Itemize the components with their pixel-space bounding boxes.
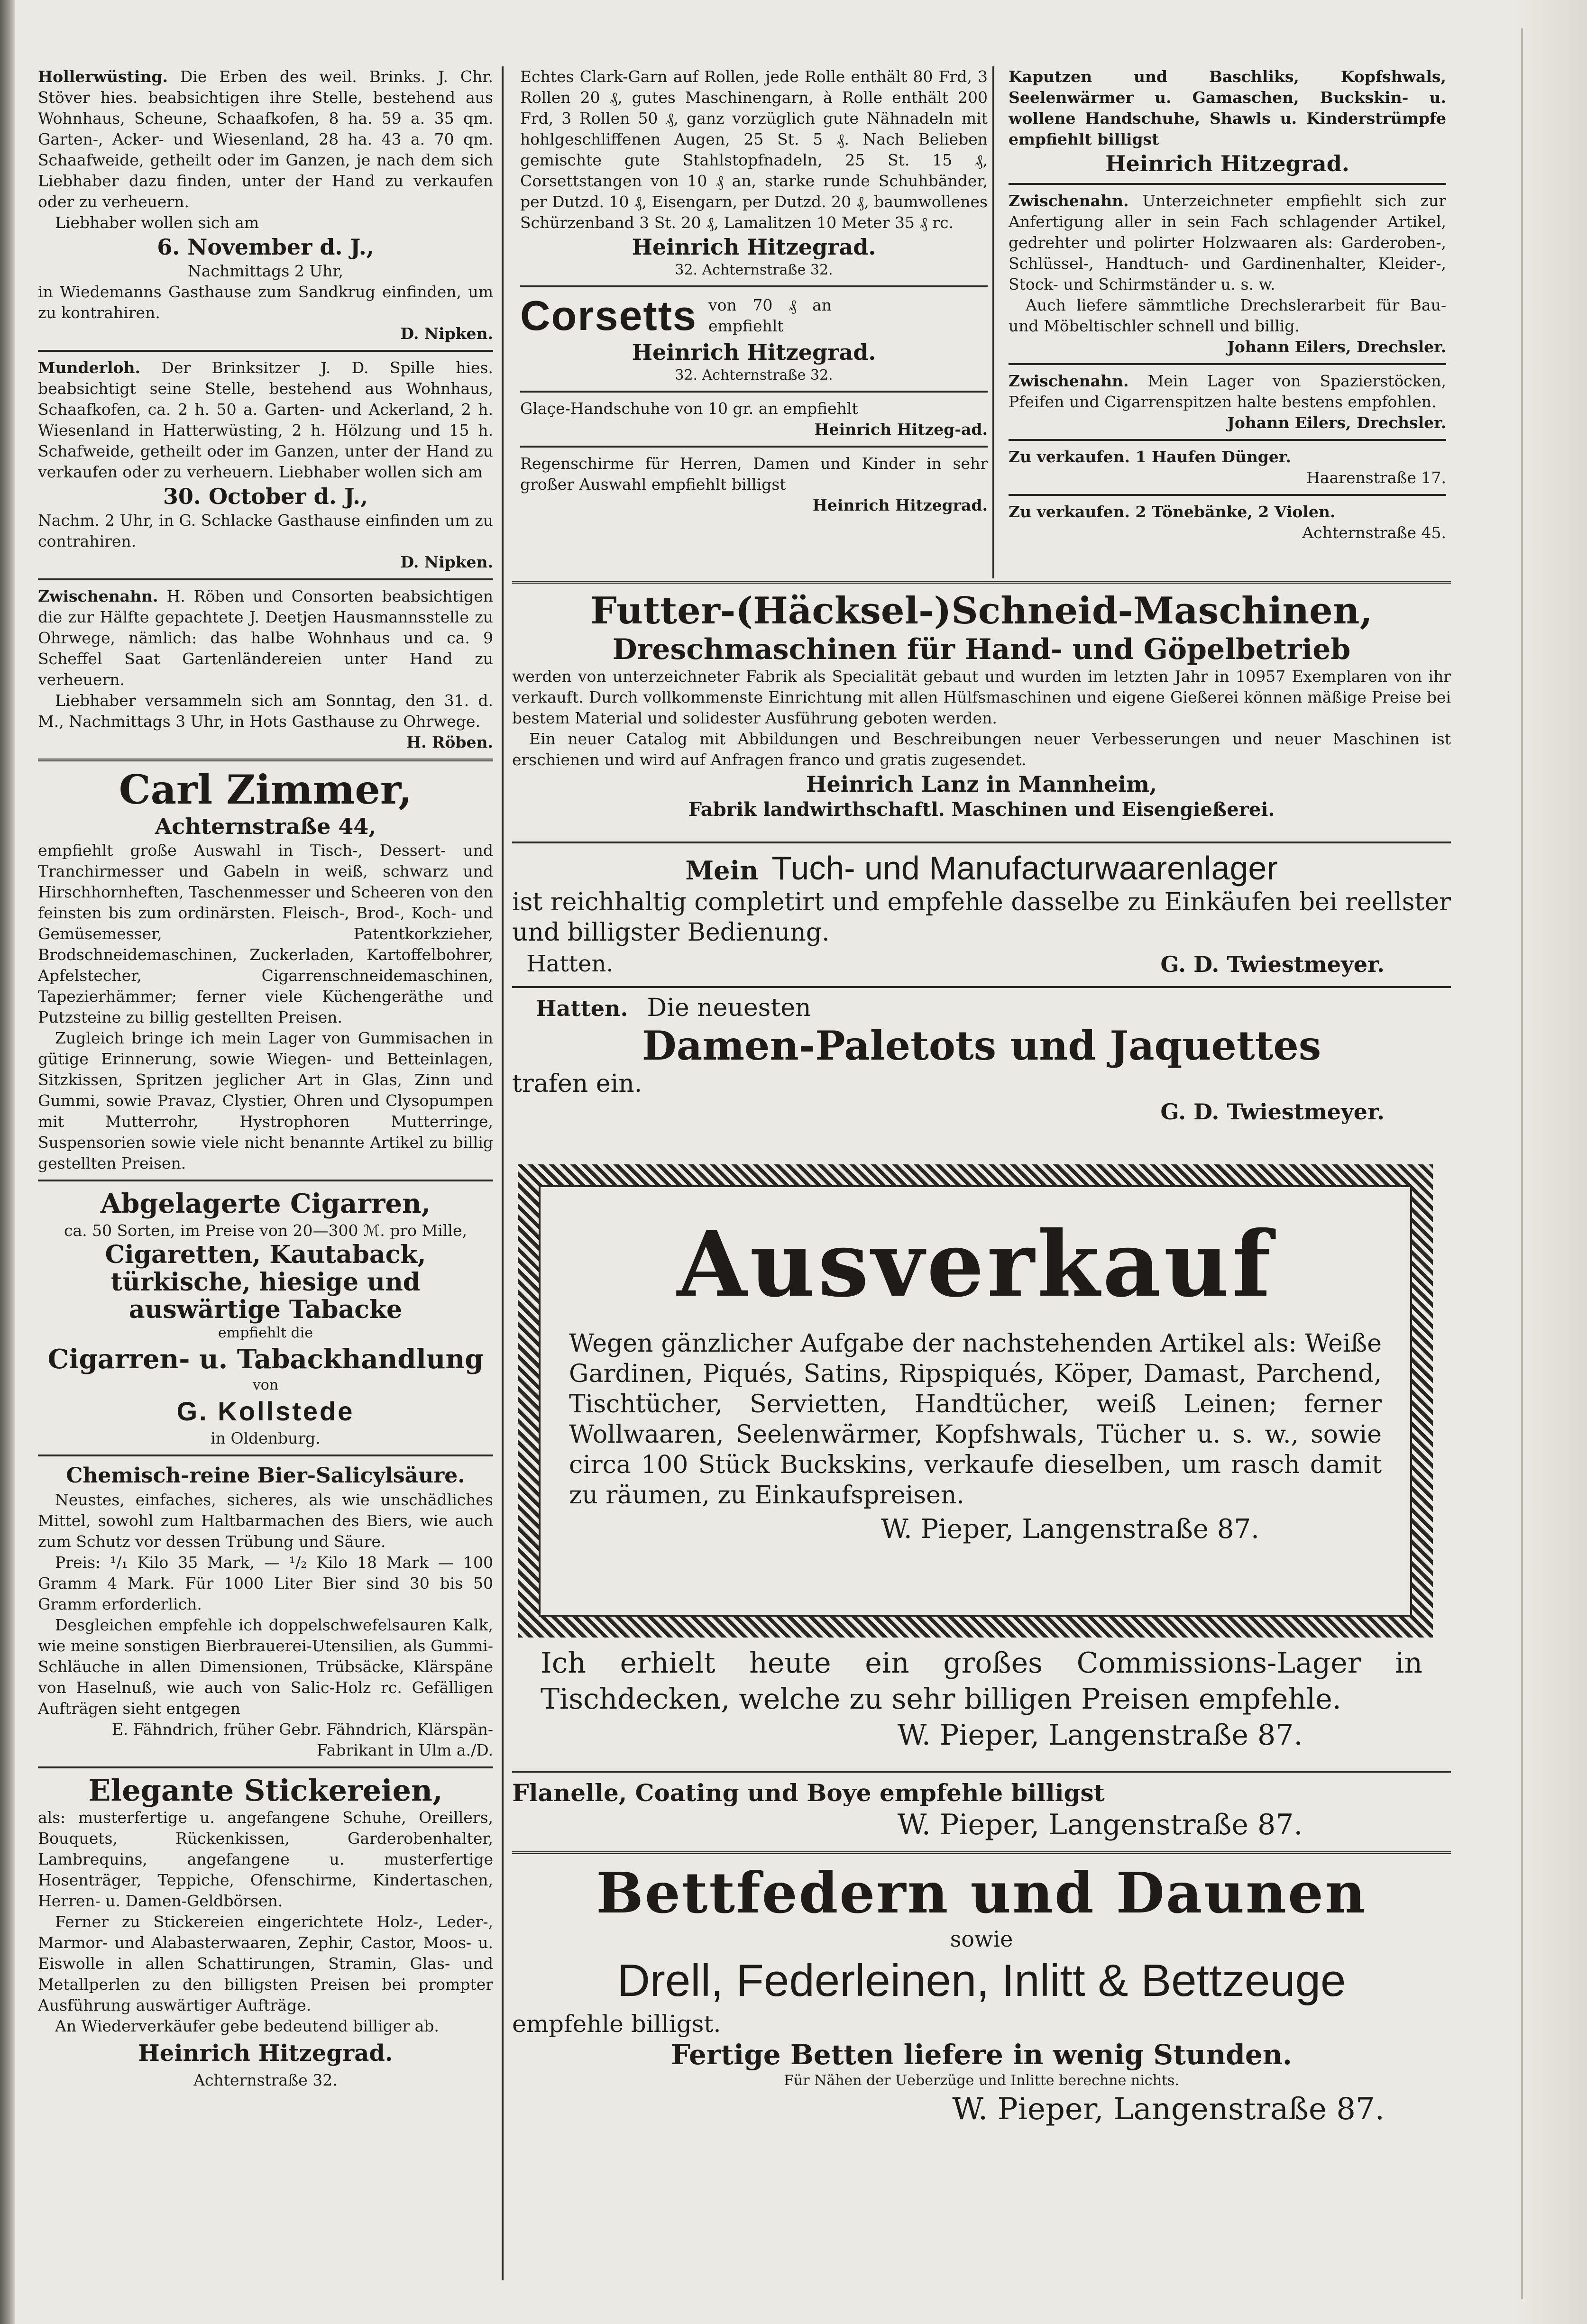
- ad-signature: D. Nipken.: [400, 553, 493, 571]
- ad-text: Nachm. 2 Uhr, in G. Schlacke Gasthause einfinden um zu contrahiren.: [38, 511, 493, 550]
- place-name: Munderloh.: [38, 358, 140, 377]
- ad-text: Glaçe-Handschuhe von 10 gr. an empfiehlt: [520, 399, 858, 418]
- frame-content: [539, 1185, 1412, 1617]
- ad-text: trafen ein.: [512, 1070, 642, 1098]
- ad-signature: W. Pieper, Langenstraße 87.: [952, 2092, 1385, 2127]
- ad-text: Kaputzen und Baschliks, Kopfshwals, Seelenwärmer u. Gamaschen, Buckskin- u. wollene Handschuhe, Shawls u. Kinderstrümpfe empfiehlt billigst: [1009, 67, 1446, 148]
- ad-text: als: musterfertige u. angefangene Schuhe, Oreillers, Bouquets, Rückenkissen, Garderobenhalter, Lambrequins, angefangene u. musterfertige Hosenträger, Teppiche, Ofenschirme, Kindertaschen, Herren- u. Damen-Geldbörsen.: [38, 1808, 493, 1910]
- ad-text: ist reichhaltig completirt und empfehle dasselbe zu Einkäufen bei reellster und billigster Bedienung.: [512, 888, 1451, 947]
- ad-text: Auch liefere sämmtliche Drechslerarbeit für Bau- und Möbeltischler schnell und billig.: [1009, 296, 1446, 335]
- ad-text: Die neuesten: [647, 994, 811, 1022]
- ad-signature: W. Pieper, Langenstraße 87.: [897, 1808, 1303, 1841]
- divider: [38, 1766, 493, 1768]
- place-name: Zwischenahn.: [1009, 192, 1129, 210]
- ad-signature: W. Pieper, Langenstraße 87.: [881, 1514, 1259, 1545]
- place-name: Hollerwüsting.: [38, 67, 168, 86]
- divider: [512, 1771, 1451, 1773]
- ad-twiestmeyer-paletots: [512, 986, 1451, 1125]
- ad-pieper-bettfedern: [512, 1851, 1451, 2128]
- ad-text: Ferner zu Stickereien eingerichtete Holz-, Leder-, Marmor- und Alabasterwaaren, Zephir, Castor, Moos- u. Eiswolle in allen Schattirungen, Stramin, Glas- und Metallperlen zu den billigsten Preisen bei prompter Ausführung auswärtiger Aufträge.: [38, 1912, 493, 2014]
- place-name: Zwischenahn.: [1009, 372, 1129, 390]
- ad-signature: G. D. Twiestmeyer.: [1160, 952, 1385, 977]
- ad-text: Für Nähen der Ueberzüge und Inlitte berechne nichts.: [784, 2072, 1179, 2089]
- ad-title: Corsetts: [520, 292, 697, 339]
- ad-text: Mein Lager von Spazierstöcken, Pfeifen und Cigarrenspitzen halte bestens empfohlen.: [1009, 372, 1447, 411]
- divider: [38, 350, 493, 352]
- left-column: [38, 66, 493, 2091]
- divider: [38, 1455, 493, 1456]
- ad-text: Desgleichen empfehle ich doppelschwefelsauren Kalk, wie meine sonstigen Bierbrauerei-Utensilien, als Gummi-Schläuche in allen Dimensionen, Trübsäcke, Klärspäne von Haselnuß, wie auch von Salic-Holz rc. Gefälligen Aufträgen sieht entgegen: [38, 1616, 493, 1718]
- page-edge: [1516, 0, 1587, 2324]
- divider: [1009, 494, 1446, 496]
- ad-signature: Johann Eilers, Drechsler.: [1227, 413, 1446, 432]
- advertiser-address: Achternstraße 32.: [193, 2071, 338, 2089]
- ad-signature: Heinrich Hitzegrad.: [1105, 151, 1349, 176]
- advertiser-name: G. Kollstede: [176, 1396, 355, 1426]
- divider: [38, 1180, 493, 1181]
- shop-name: Cigarren- u. Tabackhandlung: [47, 1344, 484, 1375]
- ad-text: Liebhaber wollen sich am: [55, 213, 259, 232]
- advertiser-address: Achternstraße 45.: [1302, 523, 1446, 542]
- ad-highlight: Fertige Betten liefere in wenig Stunden.: [670, 2039, 1293, 2071]
- ad-lanz-maschinen: [512, 581, 1451, 822]
- ad-text: empfiehlt große Auswahl in Tisch-, Dessert- und Tranchirmesser und Gabeln in weiß, schwarz und Hirschhornheften, Taschenmesser und Scheeren von den feinsten bis zum ordinärsten. Fleisch-, Brod-, Koch- und Gemüsemesser, Patentkorkzieher, Brodschneidemaschinen, Zuckerladen, Kartoffelbohrer, Apfelstecher, Cigarrenschneidemaschinen, Tapezierhämmer; ferner viele Küchengeräthe und Putzsteine zu billig gestellten Preisen.: [38, 841, 493, 1026]
- ad-title: Elegante Stickereien,: [88, 1773, 443, 1808]
- ad-text: Neustes, einfaches, sicheres, als wie unschädliches Mittel, sowohl zum Haltbarmachen des Biers, wie auch zum Schutz vor dessen Trübung und Säure.: [38, 1491, 493, 1551]
- ad-text: von: [252, 1377, 279, 1393]
- ad-signature: Heinrich Hitzeg-ad.: [814, 420, 988, 439]
- ad-signature: H. Röben.: [406, 733, 493, 751]
- ad-signature: Johann Eilers, Drechsler.: [1227, 338, 1446, 356]
- advertiser-address: 32. Achternstraße 32.: [675, 262, 833, 278]
- ad-text: in Wiedemanns Gasthause zum Sandkrug einfinden, um zu kontrahiren.: [38, 283, 493, 322]
- ad-hollerwuesting: [38, 66, 493, 212]
- ad-title: Tuch- und Manufacturwaarenlager: [771, 850, 1278, 887]
- ad-eilers-pfeifen: [1009, 371, 1446, 412]
- ad-text: empfehle billigst.: [512, 2010, 721, 2038]
- ad-signature: Heinrich Hitzegrad.: [632, 339, 876, 365]
- divider: [512, 581, 1451, 584]
- ad-text: Echtes Clark-Garn auf Rollen, jede Rolle enthält 80 Frd, 3 Rollen 20 ₰, gutes Maschinengarn, à Rolle enthält 200 Frd, 3 Rollen 50 ₰, ganz vorzüglich gute Nähnadeln mit hohlgeschliffenen Augen, 25 St. 5 ₰. Nach Belieben gemischte gute Stahlstopfnadeln, 25 St. 15 ₰, Corsettstangen von 10 ₰ an, starke runde Schuhbänder, per Dutzd. 10 ₰, Eisengarn, per Dutzd. 20 ₰, baumwollenes Schürzenband 3 St. 20 ₰, Lamalitzen 10 Meter 35 ₰ rc.: [520, 67, 988, 232]
- ad-signature: Heinrich Hitzegrad.: [632, 234, 876, 260]
- ad-text: Der Brinksitzer J. D. Spille hies. beabsichtigt seine Stelle, bestehend aus Wohnhaus, Schaafkofen, ca. 2 h. 50 a. Garten- und Ackerland, 2 h. Wiesenland in Hatterwüsting, 2 h. Hölzung und 15 h. Schafweide, getheilt oder im Ganzen, unter der Hand zu verkaufen oder zu verheuern. Liebhaber wollen sich am: [38, 358, 493, 481]
- divider: [512, 986, 1451, 988]
- ad-text: werden von unterzeichneter Fabrik als Specialität gebaut und wurden im letzten Jahr in 10957 Exemplaren von ihr verkauft. Durch vollkommenste Einrichtung mit allen Hülfsmaschinen und eigene Gießerei können mäßige Preise bei bestem Material und solidester Ausführung geboten werden.: [512, 667, 1451, 727]
- ad-text: H. Röben und Consorten beabsichtigen die zur Hälfte gepachtete J. Deetjen Hausmannsstelle zu Ohrwege, nämlich: das halbe Wohnhaus und ca. 9 Scheffel Saat Gartenländereien unter Hand zu verheuern.: [38, 587, 493, 689]
- ad-text: Mein: [685, 855, 759, 886]
- ad-text: Zu verkaufen. 2 Tönebänke, 2 Violen.: [1009, 503, 1336, 521]
- divider: [512, 1851, 1451, 1854]
- place-name: Hatten.: [526, 951, 614, 977]
- ad-heading-row: [512, 994, 1451, 1022]
- divider: [520, 446, 988, 448]
- ad-text: ca. 50 Sorten, im Preise von 20—300 ℳ. pro Mille,: [64, 1221, 467, 1240]
- divider: [520, 285, 988, 287]
- ad-title: Abgelagerte Cigarren,: [100, 1188, 431, 1219]
- ad-text: Unterzeichneter empfiehlt sich zur Anfertigung aller in sein Fach schlagender Artikel, gedrehter und polirter Holzwaaren als: Garderoben-, Schlüssel-, Handtuch- und Gardinenhalter, Kleider-, Stock- und Schirmständer u. s. w.: [1009, 192, 1446, 293]
- ad-time: Nachmittags 2 Uhr,: [187, 262, 344, 280]
- place-name: Hatten.: [536, 996, 628, 1021]
- ad-zwischenahn: [38, 586, 493, 690]
- ad-text: Preis: ¹/₁ Kilo 35 Mark, — ¹/₂ Kilo 18 Mark — 100 Gramm 4 Mark. Für 1000 Liter Bier sind 30 bis 50 Gramm erforderlich.: [38, 1553, 493, 1613]
- ad-heading-row: [512, 849, 1451, 887]
- ad-highlight: auswärtige Tabacke: [128, 1295, 403, 1324]
- place-name: Zwischenahn.: [38, 587, 158, 605]
- page-fold-line: [1521, 28, 1523, 2299]
- advertiser-name: Carl Zimmer,: [119, 766, 413, 813]
- middle-column: [510, 66, 998, 516]
- ad-text: in Oldenburg.: [211, 1429, 321, 1447]
- ad-text: Ich erhielt heute ein großes Commissions-Lager in Tischdecken, welche zu sehr billigen Preisen empfehle.: [541, 1647, 1422, 1716]
- divider: [1009, 183, 1446, 185]
- divider: [38, 759, 493, 761]
- divider: [512, 842, 1451, 843]
- ad-text: Regenschirme für Herren, Damen und Kinder in sehr großer Auswahl empfiehlt billigst: [520, 454, 988, 494]
- divider: [38, 578, 493, 580]
- ad-frame-ausverkauf: [518, 1164, 1433, 1638]
- column-rule-left: [502, 66, 504, 2280]
- ad-pieper-flanelle: [512, 1771, 1451, 1842]
- divider: [520, 391, 988, 393]
- ad-subtitle: Drell, Federleinen, Inlitt & Bettzeuge: [617, 1955, 1346, 2006]
- advertiser-address: 32. Achternstraße 32.: [675, 367, 833, 384]
- ad-text: Ein neuer Catalog mit Abbildungen und Beschreibungen neuer Verbesserungen und neuer Maschinen ist erschienen und wird auf Anfragen franco und gratis zugesendet.: [512, 730, 1451, 769]
- ad-eilers-drechsler: [1009, 191, 1446, 295]
- ad-title: Chemisch-reine Bier-Salicylsäure.: [66, 1464, 465, 1488]
- ad-title: Ausverkauf: [677, 1211, 1274, 1317]
- ad-pieper-tischdecken: [512, 1645, 1451, 1753]
- right-column: [998, 66, 1451, 543]
- ad-text: Liebhaber versammeln sich am Sonntag, den 31. d. M., Nachmittags 3 Uhr, in Hots Gasthause zu Ohrwege.: [38, 691, 493, 731]
- ad-text: von 70 ₰ an empfiehlt: [708, 296, 832, 335]
- ad-signature: Heinrich Hitzegrad.: [812, 496, 988, 514]
- ad-signature: Heinrich Lanz in Mannheim,: [806, 771, 1157, 797]
- ad-munderloh: [38, 357, 493, 483]
- ad-text: Zu verkaufen. 1 Haufen Dünger.: [1009, 448, 1291, 466]
- ad-signature: Heinrich Hitzegrad.: [138, 2040, 393, 2067]
- advertiser-address: Achternstraße 44,: [155, 814, 376, 839]
- ad-highlight: Cigaretten, Kautaback,: [105, 1240, 426, 1269]
- ad-text: sowie: [950, 1926, 1013, 1952]
- ad-title: Bettfedern und Daunen: [596, 1860, 1367, 1926]
- ad-signature: D. Nipken.: [400, 324, 493, 343]
- ad-signature-sub: Fabrik landwirthschaftl. Maschinen und Eisengießerei.: [688, 798, 1275, 821]
- divider: [1009, 439, 1446, 441]
- page-binding: [0, 0, 15, 2324]
- ad-highlight: türkische, hiesige und: [110, 1268, 421, 1297]
- ad-title: Futter-(Häcksel-)Schneid-Maschinen,: [590, 589, 1373, 632]
- ad-footer: [512, 948, 1451, 978]
- ad-date: 30. October d. J.,: [163, 484, 368, 509]
- ad-date: 6. November d. J.,: [157, 234, 374, 260]
- ad-text: empfiehlt die: [218, 1325, 313, 1341]
- divider: [1009, 363, 1446, 365]
- ad-signature: W. Pieper, Langenstraße 87.: [897, 1719, 1303, 1752]
- ad-signature: G. D. Twiestmeyer.: [1160, 1099, 1385, 1125]
- ad-twiestmeyer-tuch: [512, 842, 1451, 978]
- ad-text: Flanelle, Coating und Boye empfehle billigst: [512, 1779, 1105, 1807]
- ad-text: An Wiederverkäufer gebe bedeutend billiger ab.: [55, 2017, 439, 2035]
- ad-subtitle: Dreschmaschinen für Hand- und Göpelbetrieb: [612, 633, 1351, 666]
- ad-title: Damen-Paletots und Jaquettes: [642, 1022, 1321, 1069]
- ad-text: Wegen gänzlicher Aufgabe der nachstehenden Artikel als: Weiße Gardinen, Piqués, Satins, Ripspiqués, Köper, Damast, Parchend, Tischtücher, Servietten, Handtücher, weiß Leinen; ferner Wollwaaren, Seelenwärmer, Kopfshwals, Tücher u. s. w., sowie circa 100 Stück Buckskins, verkaufe dieselben, um rasch damit zu räumen, zu Einkaufspreisen.: [569, 1329, 1382, 1510]
- ad-corsetts: [520, 293, 988, 339]
- ad-text: Zugleich bringe ich mein Lager von Gummisachen in gütige Erinnerung, sowie Wiegen- und Betteinlagen, Sitzkissen, Spritzen jeglicher Art in Glas, Zinn und Gummi, sowie Pravaz, Clystier, Ohren und Clysopumpen mit Mutterrohr, Hystrophoren Mutterringe, Suspensorien sowie viele nicht benannte Artikel zu billig gestellten Preisen.: [38, 1029, 493, 1172]
- advertiser-address: Haarenstraße 17.: [1306, 468, 1446, 487]
- ad-signature: E. Fähndrich, früher Gebr. Fähndrich, Klärspän-Fabrikant in Ulm a./D.: [111, 1720, 493, 1759]
- ad-text: Die Erben des weil. Brinks. J. Chr. Stöver hies. beabsichtigen ihre Stelle, bestehend aus Wohnhaus, Scheune, Schaafkofen, 8 ha. 59 a. 35 qm. Garten-, Acker- und Wiesenland, 28 ha. 43 a. 70 qm. Schaafweide, getheilt oder im Ganzen, je nach dem sich Liebhaber dazu finden, unter der Hand zu verkaufen oder zu verheuern.: [38, 67, 493, 211]
